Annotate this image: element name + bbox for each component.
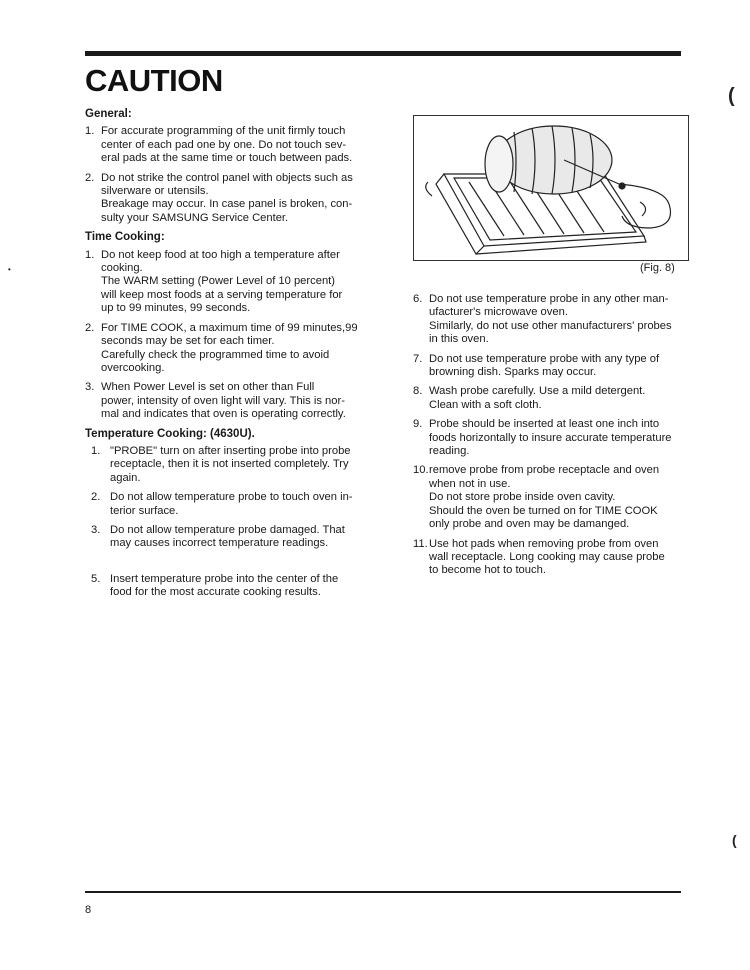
list-item bbox=[91, 524, 368, 551]
item-text: browning dish. Sparks may occur. bbox=[429, 366, 597, 379]
item-number: 2. bbox=[85, 321, 95, 334]
item-number: 1. bbox=[85, 248, 95, 261]
general-list bbox=[85, 125, 368, 225]
item-text: terior surface. bbox=[110, 504, 179, 517]
item-number: 5. bbox=[91, 572, 101, 585]
binding-mark-bottom: ( bbox=[732, 832, 737, 848]
item-text: Use hot pads when removing probe from oven bbox=[429, 537, 659, 550]
general-heading: General: bbox=[85, 108, 132, 120]
item-number: 7. bbox=[413, 352, 423, 365]
item-text: Probe should be inserted at least one inch into bbox=[429, 418, 660, 431]
list-item bbox=[413, 353, 689, 380]
item-number: 9. bbox=[413, 418, 423, 431]
temperature-cooking-heading bbox=[85, 428, 368, 441]
item-text: center of each pad one by one. Do not touch sev- bbox=[101, 138, 347, 151]
item-text: overcooking. bbox=[101, 361, 165, 374]
item-text: food for the most accurate cooking results. bbox=[110, 586, 321, 599]
item-text: wall receptacle. Long cooking may cause probe bbox=[429, 550, 665, 563]
item-number: 1. bbox=[85, 125, 95, 138]
item-number: 8. bbox=[413, 385, 423, 398]
item-number: 2. bbox=[91, 491, 101, 504]
list-item bbox=[91, 573, 368, 600]
item-text: "PROBE" turn on after inserting probe into probe bbox=[110, 444, 351, 457]
item-number: 11. bbox=[413, 537, 428, 550]
item-text: in this oven. bbox=[429, 333, 489, 346]
item-text: Clean with a soft cloth. bbox=[429, 398, 542, 411]
item-text: reading. bbox=[429, 445, 470, 458]
figure-roast-with-probe bbox=[413, 115, 689, 261]
item-text: power, intensity of oven light will vary. This is nor- bbox=[101, 394, 345, 407]
item-text: sulty your SAMSUNG Service Center. bbox=[101, 211, 289, 224]
page-title: CAUTION bbox=[85, 63, 223, 98]
probe-caution-list bbox=[413, 293, 689, 578]
list-item bbox=[91, 491, 368, 518]
item-text: will keep most foods at a serving temperature for bbox=[101, 288, 343, 301]
margin-dot: • bbox=[8, 265, 11, 274]
item-text: For accurate programming of the unit firmly touch bbox=[101, 125, 346, 138]
item-text: Breakage may occur. In case panel is broken, con- bbox=[101, 198, 353, 211]
model-number: (4630U). bbox=[210, 427, 255, 440]
item-text: remove probe from probe receptacle and oven bbox=[429, 464, 660, 477]
item-number: 6. bbox=[413, 293, 423, 305]
item-number: 3. bbox=[85, 381, 95, 394]
top-rule bbox=[85, 51, 681, 56]
item-text: Insert temperature probe into the center of the bbox=[110, 572, 339, 585]
item-text: when not in use. bbox=[429, 477, 511, 490]
list-item bbox=[91, 445, 368, 485]
binding-mark-top: ( bbox=[728, 85, 735, 107]
list-item bbox=[413, 385, 689, 412]
list-item bbox=[413, 418, 689, 458]
item-number: 3. bbox=[91, 523, 101, 536]
temperature-cooking-list bbox=[85, 445, 368, 600]
item-text: When Power Level is set on other than Full bbox=[101, 381, 315, 394]
item-text: foods horizontally to insure accurate temperature bbox=[429, 431, 672, 444]
item-text: Should the oven be turned on for TIME COOK bbox=[429, 504, 658, 517]
item-text: seconds may be set for each timer. bbox=[101, 335, 275, 348]
heading-text: Temperature Cooking: bbox=[85, 427, 207, 440]
item-text: For TIME COOK, a maximum time of 99 minutes,99 bbox=[101, 321, 358, 334]
item-text: The WARM setting (Power Level of 10 percent) bbox=[101, 275, 335, 288]
time-cooking-list bbox=[85, 249, 368, 422]
list-item bbox=[85, 381, 368, 421]
list-item bbox=[413, 293, 689, 347]
item-text: cooking. bbox=[101, 262, 143, 275]
roast-on-rack-illustration bbox=[414, 116, 688, 260]
list-item bbox=[85, 249, 368, 316]
item-text: eral pads at the same time or touch between pads. bbox=[101, 152, 353, 165]
list-item bbox=[413, 464, 689, 531]
item-text: Do not allow temperature probe to touch oven in- bbox=[110, 491, 353, 504]
list-item bbox=[85, 322, 368, 376]
item-text: silverware or utensils. bbox=[101, 185, 209, 198]
list-item bbox=[85, 172, 368, 226]
item-text: ufacturer's microwave oven. bbox=[429, 306, 568, 319]
page-number: 8 bbox=[85, 904, 92, 916]
bottom-rule bbox=[85, 891, 681, 893]
right-column bbox=[413, 293, 689, 584]
item-text: receptacle, then it is not inserted completely. Try bbox=[110, 458, 349, 471]
item-text: again. bbox=[110, 471, 141, 484]
item-text: mal and indicates that oven is operating correctly. bbox=[101, 408, 346, 421]
figure-caption: (Fig. 8) bbox=[640, 262, 675, 274]
item-text: Do not store probe inside oven cavity. bbox=[429, 491, 616, 504]
item-number: 10. bbox=[413, 464, 429, 477]
item-text: Do not keep food at too high a temperature after bbox=[101, 248, 340, 261]
item-number: 2. bbox=[85, 171, 95, 184]
list-item bbox=[85, 125, 368, 165]
item-text: up to 99 minutes, 99 seconds. bbox=[101, 302, 251, 315]
item-text: Do not use temperature probe with any type of bbox=[429, 352, 660, 365]
item-text: Similarly, do not use other manufacturers' probes bbox=[429, 319, 672, 332]
item-text: Carefully check the programmed time to avoid bbox=[101, 348, 330, 361]
spacer bbox=[91, 557, 368, 567]
item-text: Wash probe carefully. Use a mild detergent. bbox=[429, 385, 646, 398]
item-text: Do not allow temperature probe damaged. That bbox=[110, 523, 345, 536]
left-column bbox=[85, 108, 368, 606]
item-text: Do not strike the control panel with objects such as bbox=[101, 171, 353, 184]
list-item bbox=[413, 538, 689, 578]
item-text: to become hot to touch. bbox=[429, 564, 546, 577]
time-cooking-heading: Time Cooking: bbox=[85, 231, 165, 244]
item-text: only probe and oven may be damanged. bbox=[429, 518, 630, 531]
item-text: Do not use temperature probe in any other man- bbox=[429, 293, 669, 305]
item-text: may causes incorrect temperature readings. bbox=[110, 537, 329, 550]
item-number: 1. bbox=[91, 444, 101, 457]
